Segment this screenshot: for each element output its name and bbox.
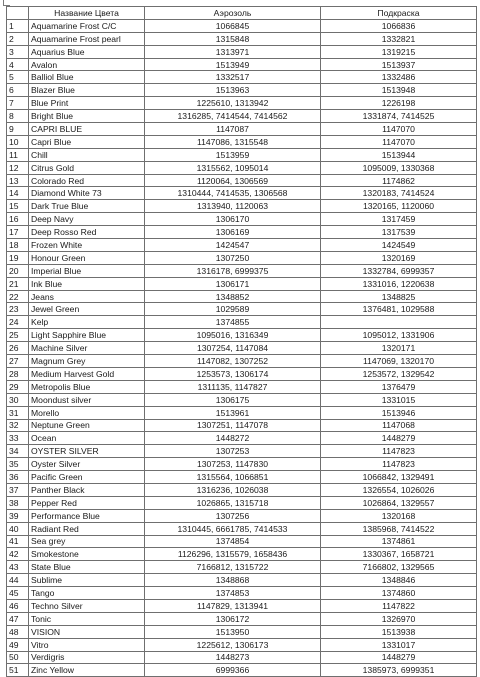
aerosol-code: 1348852	[145, 290, 321, 303]
color-name: Machine Silver	[29, 342, 145, 355]
color-name: Ocean	[29, 432, 145, 445]
aerosol-code: 1306171	[145, 277, 321, 290]
aerosol-code: 1315564, 1066851	[145, 471, 321, 484]
row-number: 43	[7, 561, 29, 574]
color-name: Sublime	[29, 574, 145, 587]
color-name: Ink Blue	[29, 277, 145, 290]
touch-up-code: 1095012, 1331906	[321, 329, 477, 342]
touch-up-code: 1448279	[321, 651, 477, 664]
aerosol-code: 1126296, 1315579, 1658436	[145, 548, 321, 561]
color-name: Jeans	[29, 290, 145, 303]
row-number: 41	[7, 535, 29, 548]
aerosol-code: 1513961	[145, 406, 321, 419]
aerosol-code: 1424547	[145, 239, 321, 252]
color-name: Avalon	[29, 58, 145, 71]
aerosol-code: 1307253, 1147830	[145, 458, 321, 471]
row-number: 4	[7, 58, 29, 71]
header-touch-up: Подкраска	[321, 7, 477, 20]
row-number: 13	[7, 174, 29, 187]
touch-up-code: 1332821	[321, 32, 477, 45]
table-row	[7, 19, 477, 32]
table-row	[7, 187, 477, 200]
row-number: 51	[7, 664, 29, 677]
row-number: 8	[7, 110, 29, 123]
row-number: 21	[7, 277, 29, 290]
touch-up-code: 1513944	[321, 148, 477, 161]
table-row	[7, 213, 477, 226]
row-number: 16	[7, 213, 29, 226]
touch-up-code: 1147823	[321, 445, 477, 458]
color-name: Capri Blue	[29, 135, 145, 148]
touch-up-code: 1319215	[321, 45, 477, 58]
table-row	[7, 393, 477, 406]
aerosol-code: 1513949	[145, 58, 321, 71]
touch-up-code: 1513946	[321, 406, 477, 419]
row-number: 45	[7, 587, 29, 600]
aerosol-code: 1029589	[145, 303, 321, 316]
color-name: Balliol Blue	[29, 71, 145, 84]
row-number: 5	[7, 71, 29, 84]
row-number: 11	[7, 148, 29, 161]
aerosol-code: 1316178, 6999375	[145, 264, 321, 277]
aerosol-code: 1095016, 1316349	[145, 329, 321, 342]
table-row	[7, 71, 477, 84]
table-row	[7, 264, 477, 277]
color-name: Zinc Yellow	[29, 664, 145, 677]
aerosol-code: 1307254, 1147084	[145, 342, 321, 355]
row-number: 32	[7, 419, 29, 432]
color-name: VISION	[29, 625, 145, 638]
table-row	[7, 548, 477, 561]
row-number: 20	[7, 264, 29, 277]
table-row	[7, 574, 477, 587]
color-name: Citrus Gold	[29, 161, 145, 174]
table-row	[7, 161, 477, 174]
color-name: CAPRI BLUE	[29, 123, 145, 136]
aerosol-code: 1513963	[145, 84, 321, 97]
aerosol-code: 1147082, 1307252	[145, 355, 321, 368]
aerosol-code: 1306175	[145, 393, 321, 406]
color-name: Aquamarine Frost C/C	[29, 19, 145, 32]
table-row	[7, 406, 477, 419]
row-number: 7	[7, 97, 29, 110]
aerosol-code: 1225610, 1313942	[145, 97, 321, 110]
table-row	[7, 638, 477, 651]
row-number: 10	[7, 135, 29, 148]
color-name: Performance Blue	[29, 509, 145, 522]
table-row	[7, 316, 477, 329]
row-number: 46	[7, 599, 29, 612]
aerosol-code: 1026865, 1315718	[145, 496, 321, 509]
aerosol-code: 1513950	[145, 625, 321, 638]
color-name: Vitro	[29, 638, 145, 651]
row-number: 14	[7, 187, 29, 200]
color-name: Verdigris	[29, 651, 145, 664]
touch-up-code: 1147822	[321, 599, 477, 612]
color-name: Radiant Red	[29, 522, 145, 535]
row-number: 9	[7, 123, 29, 136]
table-row	[7, 367, 477, 380]
color-name: Smokestone	[29, 548, 145, 561]
touch-up-code: 1147069, 1320170	[321, 355, 477, 368]
row-number: 29	[7, 380, 29, 393]
touch-up-code	[321, 316, 477, 329]
row-number: 40	[7, 522, 29, 535]
touch-up-code: 1348825	[321, 290, 477, 303]
table-row	[7, 419, 477, 432]
color-name: Frozen White	[29, 239, 145, 252]
touch-up-code: 1326554, 1026026	[321, 483, 477, 496]
table-row	[7, 509, 477, 522]
table-row	[7, 251, 477, 264]
table-row	[7, 355, 477, 368]
table-row	[7, 471, 477, 484]
touch-up-code: 1332486	[321, 71, 477, 84]
color-name: Aquarius Blue	[29, 45, 145, 58]
touch-up-code: 1147068	[321, 419, 477, 432]
row-number: 33	[7, 432, 29, 445]
header-row	[7, 7, 477, 20]
color-name: Deep Rosso Red	[29, 226, 145, 239]
paint-codes-table	[6, 6, 477, 677]
row-number: 48	[7, 625, 29, 638]
aerosol-code: 1374853	[145, 587, 321, 600]
color-name: Aquamarine Frost pearl	[29, 32, 145, 45]
color-name: Oyster Silver	[29, 458, 145, 471]
table-row	[7, 97, 477, 110]
aerosol-code: 1315848	[145, 32, 321, 45]
color-name: Medium Harvest Gold	[29, 367, 145, 380]
row-number: 30	[7, 393, 29, 406]
aerosol-code: 1313940, 1120063	[145, 200, 321, 213]
row-number: 27	[7, 355, 29, 368]
touch-up-code: 1331017	[321, 638, 477, 651]
table-row	[7, 174, 477, 187]
row-number: 44	[7, 574, 29, 587]
table-row	[7, 84, 477, 97]
color-name: Metropolis Blue	[29, 380, 145, 393]
row-number: 35	[7, 458, 29, 471]
aerosol-code: 1374855	[145, 316, 321, 329]
aerosol-code: 1147829, 1313941	[145, 599, 321, 612]
row-number: 1	[7, 19, 29, 32]
row-number: 49	[7, 638, 29, 651]
color-name: Magnum Grey	[29, 355, 145, 368]
aerosol-code: 1066845	[145, 19, 321, 32]
aerosol-code: 1307250	[145, 251, 321, 264]
touch-up-code: 1424549	[321, 239, 477, 252]
table-row	[7, 432, 477, 445]
color-name: Dark True Blue	[29, 200, 145, 213]
touch-up-code: 1147070	[321, 135, 477, 148]
aerosol-code: 1120064, 1306569	[145, 174, 321, 187]
row-number: 36	[7, 471, 29, 484]
table-row	[7, 535, 477, 548]
table-row	[7, 342, 477, 355]
touch-up-code: 1376479	[321, 380, 477, 393]
table-row	[7, 45, 477, 58]
table-row	[7, 239, 477, 252]
table-row	[7, 277, 477, 290]
row-number: 31	[7, 406, 29, 419]
touch-up-code: 1331015	[321, 393, 477, 406]
touch-up-code: 1147823	[321, 458, 477, 471]
aerosol-code: 1448273	[145, 651, 321, 664]
row-number: 34	[7, 445, 29, 458]
table-row	[7, 496, 477, 509]
aerosol-code: 1253573, 1306174	[145, 367, 321, 380]
aerosol-code: 1513959	[145, 148, 321, 161]
table-row	[7, 32, 477, 45]
table-row	[7, 587, 477, 600]
color-name: Chill	[29, 148, 145, 161]
color-name: Sea grey	[29, 535, 145, 548]
color-name: Panther Black	[29, 483, 145, 496]
color-name: Diamond White 73	[29, 187, 145, 200]
row-number: 47	[7, 612, 29, 625]
row-number: 23	[7, 303, 29, 316]
color-name: Morello	[29, 406, 145, 419]
row-number: 19	[7, 251, 29, 264]
table-row	[7, 135, 477, 148]
aerosol-code: 1147087	[145, 123, 321, 136]
row-number: 17	[7, 226, 29, 239]
color-name: Techno Silver	[29, 599, 145, 612]
touch-up-code: 1066842, 1329491	[321, 471, 477, 484]
aerosol-code: 7166812, 1315722	[145, 561, 321, 574]
color-name: Pepper Red	[29, 496, 145, 509]
table-row	[7, 561, 477, 574]
touch-up-code: 7166802, 1329565	[321, 561, 477, 574]
header-aerosol: Аэрозоль	[145, 7, 321, 20]
table-row	[7, 625, 477, 638]
table-row	[7, 483, 477, 496]
aerosol-code: 6999366	[145, 664, 321, 677]
row-number: 6	[7, 84, 29, 97]
color-name: Deep Navy	[29, 213, 145, 226]
aerosol-code: 1313971	[145, 45, 321, 58]
table-row	[7, 329, 477, 342]
table-row	[7, 148, 477, 161]
touch-up-code: 1066836	[321, 19, 477, 32]
aerosol-code: 1306170	[145, 213, 321, 226]
color-name: Jewel Green	[29, 303, 145, 316]
touch-up-code: 1513938	[321, 625, 477, 638]
row-number: 18	[7, 239, 29, 252]
header-number	[7, 7, 29, 20]
table-row	[7, 123, 477, 136]
table-row	[7, 200, 477, 213]
table-row	[7, 599, 477, 612]
aerosol-code: 1316236, 1026038	[145, 483, 321, 496]
aerosol-code: 1307256	[145, 509, 321, 522]
table-row	[7, 110, 477, 123]
touch-up-code: 1320171	[321, 342, 477, 355]
row-number: 26	[7, 342, 29, 355]
touch-up-code: 1320165, 1120060	[321, 200, 477, 213]
row-number: 2	[7, 32, 29, 45]
aerosol-code: 1448272	[145, 432, 321, 445]
touch-up-code: 1326970	[321, 612, 477, 625]
touch-up-code: 1376481, 1029588	[321, 303, 477, 316]
table-row	[7, 58, 477, 71]
row-number: 42	[7, 548, 29, 561]
color-name: Tango	[29, 587, 145, 600]
color-name: OYSTER SILVER	[29, 445, 145, 458]
touch-up-code: 1348846	[321, 574, 477, 587]
header-color-name: Название Цвета	[29, 7, 145, 20]
color-name: Pacific Green	[29, 471, 145, 484]
touch-up-code: 1513948	[321, 84, 477, 97]
color-name: State Blue	[29, 561, 145, 574]
touch-up-code: 1513937	[321, 58, 477, 71]
color-name: Neptune Green	[29, 419, 145, 432]
row-number: 39	[7, 509, 29, 522]
touch-up-code: 1331016, 1220638	[321, 277, 477, 290]
aerosol-code: 1306169	[145, 226, 321, 239]
touch-up-code: 1385973, 6999351	[321, 664, 477, 677]
table-row	[7, 612, 477, 625]
touch-up-code: 1147070	[321, 123, 477, 136]
aerosol-code: 1348868	[145, 574, 321, 587]
aerosol-code: 1307251, 1147078	[145, 419, 321, 432]
touch-up-code: 1320183, 7414524	[321, 187, 477, 200]
aerosol-code: 1147086, 1315548	[145, 135, 321, 148]
touch-up-code: 1330367, 1658721	[321, 548, 477, 561]
row-number: 15	[7, 200, 29, 213]
color-name: Tonic	[29, 612, 145, 625]
color-name: Imperial Blue	[29, 264, 145, 277]
aerosol-code: 1225612, 1306173	[145, 638, 321, 651]
row-number: 3	[7, 45, 29, 58]
row-number: 38	[7, 496, 29, 509]
color-name: Moondust silver	[29, 393, 145, 406]
table-row	[7, 303, 477, 316]
table-row	[7, 651, 477, 664]
touch-up-code: 1374860	[321, 587, 477, 600]
touch-up-code: 1320169	[321, 251, 477, 264]
table-row	[7, 445, 477, 458]
row-number: 50	[7, 651, 29, 664]
touch-up-code: 1317539	[321, 226, 477, 239]
row-number: 25	[7, 329, 29, 342]
color-name: Colorado Red	[29, 174, 145, 187]
color-name: Blue Print	[29, 97, 145, 110]
color-name: Light Sapphire Blue	[29, 329, 145, 342]
table-row	[7, 290, 477, 303]
table-row	[7, 226, 477, 239]
aerosol-code: 1310444, 7414535, 1306568	[145, 187, 321, 200]
row-number: 37	[7, 483, 29, 496]
row-number: 28	[7, 367, 29, 380]
touch-up-code: 1332784, 6999357	[321, 264, 477, 277]
aerosol-code: 1310445, 6661785, 7414533	[145, 522, 321, 535]
touch-up-code: 1331874, 7414525	[321, 110, 477, 123]
color-name: Honour Green	[29, 251, 145, 264]
aerosol-code: 1315562, 1095014	[145, 161, 321, 174]
table-row	[7, 458, 477, 471]
color-name: Kelp	[29, 316, 145, 329]
table-row	[7, 664, 477, 677]
touch-up-code: 1226198	[321, 97, 477, 110]
aerosol-code: 1316285, 7414544, 7414562	[145, 110, 321, 123]
aerosol-code: 1307253	[145, 445, 321, 458]
touch-up-code: 1174862	[321, 174, 477, 187]
aerosol-code: 1374854	[145, 535, 321, 548]
table-row	[7, 380, 477, 393]
touch-up-code: 1448279	[321, 432, 477, 445]
touch-up-code: 1253572, 1329542	[321, 367, 477, 380]
aerosol-code: 1332517	[145, 71, 321, 84]
color-name: Bright Blue	[29, 110, 145, 123]
row-number: 12	[7, 161, 29, 174]
color-name: Blazer Blue	[29, 84, 145, 97]
touch-up-code: 1317459	[321, 213, 477, 226]
touch-up-code: 1095009, 1330368	[321, 161, 477, 174]
row-number: 22	[7, 290, 29, 303]
aerosol-code: 1311135, 1147827	[145, 380, 321, 393]
touch-up-code: 1320168	[321, 509, 477, 522]
touch-up-code: 1026864, 1329557	[321, 496, 477, 509]
row-number: 24	[7, 316, 29, 329]
table-row	[7, 522, 477, 535]
touch-up-code: 1374861	[321, 535, 477, 548]
aerosol-code: 1306172	[145, 612, 321, 625]
touch-up-code: 1385968, 7414522	[321, 522, 477, 535]
